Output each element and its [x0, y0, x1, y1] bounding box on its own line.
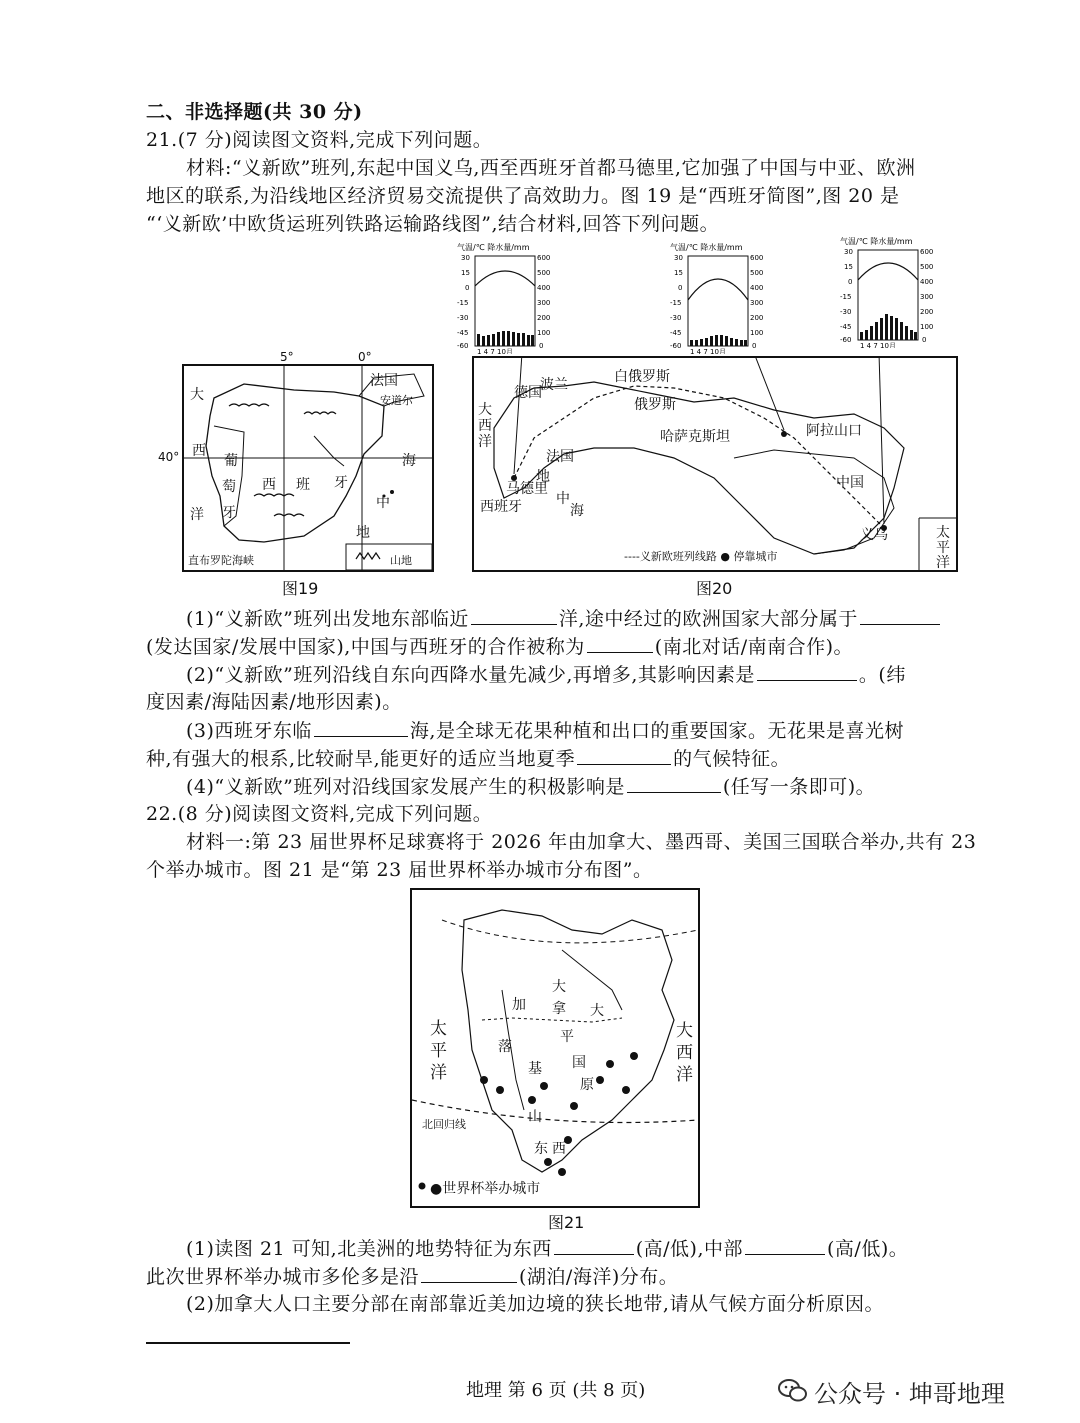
q21-sub1-part-c: (发达国家/发展中国家),中国与西班牙的合作被称为 — [146, 636, 585, 658]
climate-chart-3 — [838, 236, 934, 348]
fig20-spain: 西班牙 — [480, 499, 522, 515]
fig21-legend: ●世界杯举办城市 — [430, 1181, 541, 1197]
fig21-jia: 加 — [512, 997, 526, 1013]
svg-text:0: 0 — [678, 284, 683, 292]
svg-text:1 4 7 10月: 1 4 7 10月 — [477, 348, 513, 354]
svg-text:15: 15 — [461, 269, 470, 277]
q22-sub1-line2 — [146, 1264, 678, 1289]
svg-text:-30: -30 — [670, 314, 682, 322]
fig20-russia: 俄罗斯 — [634, 397, 676, 413]
fig20-pacific: 太平洋 — [936, 525, 950, 571]
q21-sub3-line2 — [146, 746, 790, 771]
fig19-hai: 海 — [402, 453, 416, 469]
fig19-spain-ban: 班 — [296, 477, 310, 493]
q21-sub3-blank2[interactable] — [577, 746, 671, 765]
svg-text:100: 100 — [750, 329, 764, 337]
fig19-spain-map — [182, 364, 434, 572]
svg-text:0: 0 — [465, 284, 470, 292]
fig21-tropic: 北回归线 — [422, 1118, 466, 1131]
fig20-med1: 地 — [536, 469, 550, 485]
fig19-strait: 直布罗陀海峡 — [188, 554, 254, 567]
answer-line — [146, 1342, 350, 1344]
svg-text:-60: -60 — [670, 342, 682, 350]
q21-sub4 — [186, 774, 875, 799]
q22-sub1-part-c: (高/低)。 — [827, 1238, 909, 1260]
fig20-med2: 中 — [556, 491, 570, 507]
fig19-france: 法国 — [370, 373, 398, 389]
svg-text:600: 600 — [537, 254, 551, 262]
svg-text:气温/℃ 降水量/mm: 气温/℃ 降水量/mm — [670, 243, 743, 252]
q21-sub2-part-a: (2)“义新欧”班列沿线自东向西降水量先减少,再增多,其影响因素是 — [186, 664, 755, 686]
fig20-caption: 图20 — [696, 579, 733, 598]
fig19-portugal-ya: 牙 — [222, 505, 236, 521]
svg-text:15: 15 — [674, 269, 683, 277]
fig19-legend: 山地 — [390, 554, 412, 567]
fig21-na: 拿 — [552, 1001, 566, 1017]
svg-text:200: 200 — [920, 308, 934, 316]
q21-sub2-line1 — [186, 662, 906, 687]
q21-sub1-blank1[interactable] — [471, 606, 557, 625]
q21-sub3-blank1[interactable] — [314, 718, 408, 737]
fig20-kazakh: 哈萨克斯坦 — [660, 429, 730, 445]
fig21-caption: 图21 — [548, 1213, 585, 1232]
svg-text:500: 500 — [750, 269, 764, 277]
svg-text:200: 200 — [537, 314, 551, 322]
fig20-route-map — [472, 356, 958, 572]
q22-sub1-part-e: (湖泊/海洋)分布。 — [519, 1266, 679, 1288]
q21-sub1-part-a: (1)“义新欧”班列出发地东部临近 — [186, 608, 469, 630]
fig19-zhong: 中 — [376, 495, 390, 511]
fig20-med3: 海 — [570, 503, 584, 519]
svg-text:-45: -45 — [670, 329, 682, 337]
fig19-ocean-yang: 洋 — [190, 507, 204, 523]
q21-sub1-part-b: 洋,途中经过的欧洲国家大部分属于 — [558, 608, 858, 630]
svg-text:500: 500 — [920, 263, 934, 271]
svg-text:气温/℃ 降水量/mm: 气温/℃ 降水量/mm — [457, 243, 530, 252]
q21-sub3-part-a: (3)西班牙东临 — [186, 720, 312, 742]
fig20-germany: 德国 — [514, 385, 542, 401]
q21-sub4-part-b: (任写一条即可)。 — [722, 776, 876, 798]
q22-sub2: (2)加拿大人口主要分部在南部靠近美加边境的狭长地带,请从气候方面分析原因。 — [186, 1293, 884, 1315]
page-footer: 地理 第 6 页 (共 8 页) — [466, 1380, 646, 1401]
q21-sub2-blank[interactable] — [757, 662, 857, 681]
fig21-atlantic: 大西洋 — [676, 1021, 693, 1085]
fig19-andorra: 安道尔 — [380, 394, 413, 407]
fig19-lon0: 0° — [358, 350, 372, 364]
svg-text:400: 400 — [920, 278, 934, 286]
q21-material-line2: 地区的联系,为沿线地区经济贸易交流提供了高效助力。图 19 是“西班牙简图”,图 20 是 — [146, 185, 900, 207]
q21-sub1-part-d: (南北对话/南南合作)。 — [654, 636, 854, 658]
svg-text:气温/℃ 降水量/mm: 气温/℃ 降水量/mm — [840, 237, 913, 246]
svg-text:30: 30 — [844, 248, 853, 256]
q22-sub1-part-a: (1)读图 21 可知,北美洲的地势特征为东西 — [186, 1238, 552, 1260]
fig21-luo: 落 — [498, 1039, 512, 1055]
svg-text:300: 300 — [750, 299, 764, 307]
svg-text:200: 200 — [750, 314, 764, 322]
q22-sub1-blank1[interactable] — [554, 1236, 634, 1255]
q21-sub1-line2 — [146, 634, 853, 659]
q21-sub1-line1 — [186, 606, 942, 631]
fig19-ocean-da: 大 — [190, 387, 204, 403]
q21-sub1-blank2[interactable] — [860, 606, 940, 625]
svg-text:300: 300 — [537, 299, 551, 307]
svg-text:15: 15 — [844, 263, 853, 271]
climate-chart-1 — [455, 242, 551, 354]
fig21-dong: 东 — [534, 1141, 548, 1157]
fig21-shan: 山 — [528, 1109, 542, 1125]
svg-text:-15: -15 — [670, 299, 682, 307]
wechat-icon — [778, 1378, 808, 1404]
fig20-atlantic: 大西洋 — [478, 402, 492, 450]
fig19-caption: 图19 — [282, 579, 319, 598]
fig20-poland: 波兰 — [540, 377, 568, 393]
svg-text:600: 600 — [750, 254, 764, 262]
svg-text:30: 30 — [461, 254, 470, 262]
q21-sub3-part-c: 种,有强大的根系,比较耐旱,能更好的适应当地夏季 — [146, 748, 576, 770]
svg-text:30: 30 — [674, 254, 683, 262]
q22-sub1-line1 — [186, 1236, 908, 1261]
fig19-ocean-xi: 西 — [192, 443, 206, 459]
fig21-yuan: 原 — [580, 1077, 594, 1093]
q21-material-line1: 材料:“义新欧”班列,东起中国义乌,西至西班牙首都马德里,它加强了中国与中亚、欧洲 — [186, 157, 916, 179]
q21-sub3-part-d: 的气候特征。 — [673, 748, 791, 770]
fig20-belarus: 白俄罗斯 — [614, 369, 670, 385]
fig19-di: 地 — [356, 525, 370, 541]
fig21-da: 大 — [552, 979, 566, 995]
fig21-ping: 平 — [560, 1029, 574, 1045]
fig20-france: 法国 — [546, 449, 574, 465]
fig19-portugal-pu: 葡 — [224, 453, 238, 469]
fig19-spain-ya: 牙 — [334, 475, 348, 491]
svg-text:0: 0 — [539, 342, 544, 350]
q21-sub4-blank[interactable] — [627, 774, 721, 793]
q21-sub4-part-a: (4)“义新欧”班列对沿线国家发展产生的积极影响是 — [186, 776, 625, 798]
fig21-guo: 国 — [572, 1055, 586, 1071]
q22-sub1-part-b: (高/低),中部 — [635, 1238, 743, 1260]
svg-text:500: 500 — [537, 269, 551, 277]
q21-sub2-part-b: 。(纬 — [858, 664, 906, 686]
svg-text:-60: -60 — [457, 342, 469, 350]
svg-text:-30: -30 — [840, 308, 852, 316]
q21-sub3-line1 — [186, 718, 904, 743]
svg-text:0: 0 — [752, 342, 757, 350]
fig20-yiwu: 义乌 — [860, 527, 888, 543]
q22-material-line2: 个举办城市。图 21 是“第 23 届世界杯举办城市分布图”。 — [146, 859, 653, 881]
fig21-da2: 大 — [590, 1003, 604, 1019]
q21-material-line3: “‘义新欧’中欧货运班列铁路运输路线图”,结合材料,回答下列问题。 — [146, 213, 720, 235]
climate-chart-2 — [668, 242, 764, 354]
q22-title: 22.(8 分)阅读图文资料,完成下列问题。 — [146, 803, 493, 825]
svg-text:-30: -30 — [457, 314, 469, 322]
svg-text:100: 100 — [920, 323, 934, 331]
fig21-north-america-map — [410, 888, 700, 1208]
svg-text:0: 0 — [922, 336, 927, 344]
fig19-portugal-tao: 萄 — [222, 479, 236, 495]
q22-material-line1: 材料一:第 23 届世界杯足球赛将于 2026 年由加拿大、墨西哥、美国三国联合举办,共有 23 — [186, 831, 977, 853]
svg-text:-15: -15 — [457, 299, 469, 307]
fig21-xi: 西 — [552, 1141, 566, 1157]
fig20-legend: ----义新欧班列线路 ● 停靠城市 — [624, 550, 778, 563]
svg-text:100: 100 — [537, 329, 551, 337]
svg-text:300: 300 — [920, 293, 934, 301]
watermark: 公众号 · 坤哥地理 — [814, 1380, 1005, 1408]
q21-sub2-line2: 度因素/海陆因素/地形因素)。 — [146, 691, 402, 713]
svg-text:0: 0 — [848, 278, 853, 286]
svg-text:-45: -45 — [840, 323, 852, 331]
q21-sub3-part-b: 海,是全球无花果种植和出口的重要国家。无花果是喜光树 — [409, 720, 904, 742]
svg-text:1 4 7 10月: 1 4 7 10月 — [860, 342, 896, 348]
fig20-madrid: 马德里 — [506, 481, 548, 497]
svg-text:600: 600 — [920, 248, 934, 256]
fig20-alashankou: 阿拉山口 — [806, 423, 862, 439]
q22-sub1-blank3[interactable] — [421, 1264, 517, 1283]
svg-text:-45: -45 — [457, 329, 469, 337]
fig19-lon5: 5° — [280, 350, 294, 364]
fig19-lat40: 40° — [158, 450, 180, 464]
q22-sub1-part-d: 此次世界杯举办城市多伦多是沿 — [146, 1266, 420, 1288]
fig21-pacific: 太平洋 — [430, 1019, 447, 1083]
fig20-china: 中国 — [836, 475, 864, 491]
section-title: 二、非选择题(共 30 分) — [146, 101, 363, 123]
fig19-spain-xi: 西 — [262, 477, 276, 493]
svg-text:1 4 7 10月: 1 4 7 10月 — [690, 348, 726, 354]
svg-text:-60: -60 — [840, 336, 852, 344]
q22-sub1-blank2[interactable] — [745, 1236, 825, 1255]
svg-text:-15: -15 — [840, 293, 852, 301]
svg-text:400: 400 — [750, 284, 764, 292]
q21-sub1-blank3[interactable] — [587, 634, 653, 653]
svg-text:400: 400 — [537, 284, 551, 292]
q21-title: 21.(7 分)阅读图文资料,完成下列问题。 — [146, 129, 493, 151]
fig21-ji: 基 — [528, 1061, 542, 1077]
